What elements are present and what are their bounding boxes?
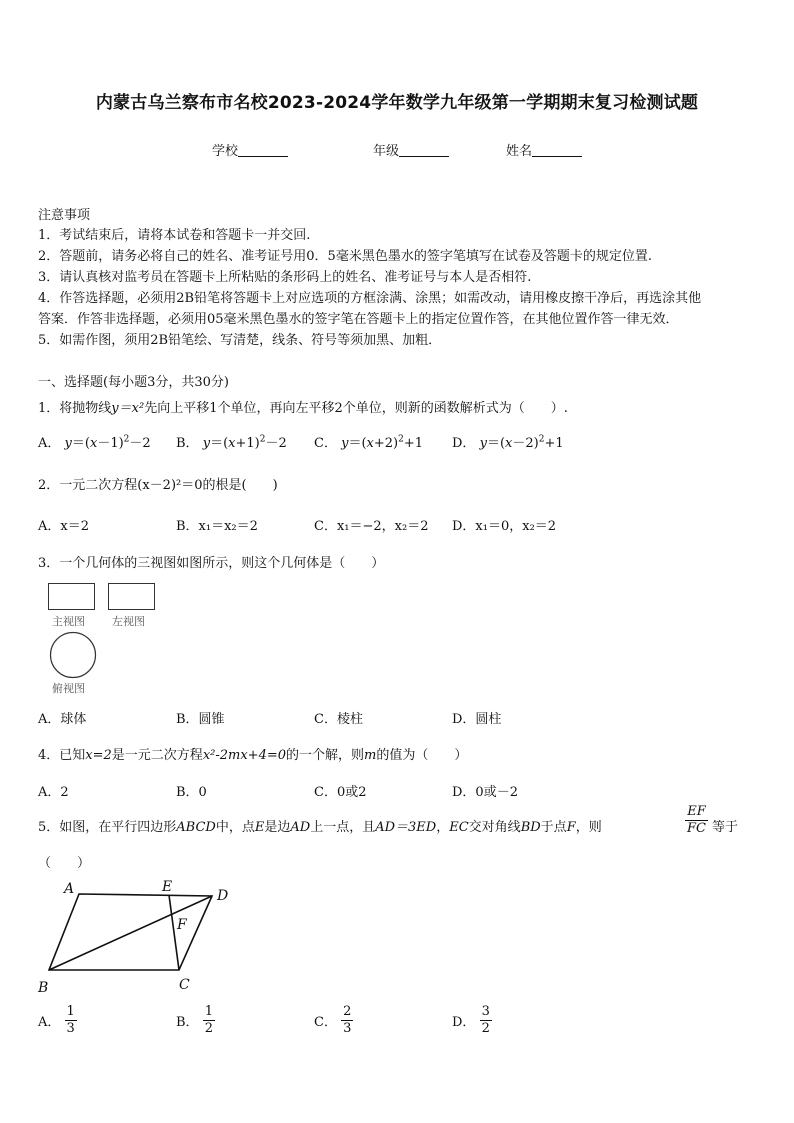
option-letter: D． <box>452 436 476 451</box>
notice-item: 2．答题前，请务必将自己的姓名、准考证号用0．5毫米黑色墨水的签字笔填写在试卷及答题卡的规定位置. <box>38 249 652 264</box>
question-text: 交对角线 <box>468 820 521 835</box>
question-text: 先向上平移1个单位，再向左平移2个单位，则新的函数解析式为（ ）. <box>144 401 568 416</box>
question-4 <box>38 744 467 763</box>
side-view-label: 左视图 <box>112 615 145 628</box>
q3-option-d[interactable]: D．圆柱 <box>452 712 502 727</box>
fraction-denominator: 2 <box>481 1021 490 1036</box>
option-letter: B． <box>176 436 199 451</box>
school-label: 学校 <box>212 144 239 159</box>
q5-option-c[interactable] <box>314 1004 353 1037</box>
math-expression: ABCD <box>176 820 216 835</box>
notice-item: 3．请认真核对监考员在答题卡上所粘贴的条形码上的姓名、准考证号与本人是否相符. <box>38 270 532 285</box>
question-text: 于点 <box>540 820 567 835</box>
option-expression: y <box>64 436 72 451</box>
front-view-rectangle <box>48 583 95 610</box>
fraction-denominator: FC <box>687 821 706 836</box>
notice-heading: 注意事项 <box>38 208 91 223</box>
math-expression: AD＝3ED <box>375 820 437 835</box>
option-expression: x <box>228 436 236 451</box>
question-text: ， <box>436 820 450 835</box>
point-label-f: F <box>177 917 187 933</box>
option-expression: +2)$^2$+1 <box>373 434 424 451</box>
math-expression: AD <box>290 820 311 835</box>
notice-item: 答案．作答非选择题，必须用05毫米黑色墨水的签字笔在答题卡上的指定位置作答，在其他位置作答一律无效． <box>38 312 679 327</box>
point-label-e: E <box>162 879 173 895</box>
point-label-d: D <box>217 888 229 904</box>
grade-blank[interactable] <box>399 143 449 157</box>
option-expression: ＝( <box>348 436 367 451</box>
q1-option-a[interactable] <box>38 432 151 451</box>
q5-option-b[interactable] <box>176 1004 215 1037</box>
math-expression: EC <box>449 820 469 835</box>
fraction-numerator: 3 <box>481 1004 490 1019</box>
fraction-numerator: EF <box>685 804 708 821</box>
section-heading: 一、选择题(每小题3分，共30分) <box>38 375 229 390</box>
page-title: 内蒙古乌兰察布市名校2023-2024学年数学九年级第一学期期末复习检测试题 <box>95 93 699 113</box>
q1-option-c[interactable] <box>314 432 423 451</box>
question-text: 是一元二次方程 <box>111 748 203 763</box>
parallelogram-diagram <box>34 876 244 998</box>
q3-option-a[interactable]: A．球体 <box>38 712 87 727</box>
point-label-b: B <box>38 980 49 996</box>
point-label-a: A <box>64 881 75 897</box>
fraction-denominator: 2 <box>204 1021 213 1036</box>
grade-field[interactable] <box>373 140 449 159</box>
question-text: 的值为（ ） <box>376 748 468 763</box>
option-expression: －2)$^2$+1 <box>512 434 564 451</box>
question-text: 上一点，且 <box>310 820 376 835</box>
name-field[interactable] <box>506 140 582 159</box>
option-expression: －1)$^2$－2 <box>97 434 151 451</box>
option-expression: +1)$^2$－2 <box>235 434 287 451</box>
q2-option-b[interactable]: B．x₁＝x₂＝2 <box>176 519 258 534</box>
question-text: 中，点 <box>215 820 255 835</box>
question-text: 等于 <box>712 820 739 835</box>
q4-option-d[interactable]: D．0或－2 <box>452 785 518 800</box>
q3-option-b[interactable]: B．圆锥 <box>176 712 225 727</box>
point-label-c: C <box>179 977 190 993</box>
q5-option-d[interactable] <box>452 1004 492 1037</box>
fraction-numerator: 1 <box>66 1004 75 1019</box>
question-number: 1． <box>38 401 60 416</box>
q1-option-b[interactable] <box>176 432 287 451</box>
option-expression: ＝( <box>71 436 90 451</box>
option-expression: y <box>479 436 487 451</box>
q5-option-a[interactable] <box>38 1004 77 1037</box>
option-letter: B． <box>176 1015 199 1030</box>
q2-option-d[interactable]: D．x₁＝0，x₂＝2 <box>452 519 557 534</box>
question-text: 如图，在平行四边形 <box>59 820 177 835</box>
q4-option-b[interactable]: B．0 <box>176 785 207 800</box>
notice-item: 1．考试结束后，请将本试卷和答题卡一并交回. <box>38 228 311 243</box>
question-1 <box>38 397 568 416</box>
question-number: 4． <box>38 748 60 763</box>
side-view-rectangle <box>108 583 155 610</box>
notice-item: 5．如需作图，须用2B铅笔绘、写清楚，线条、符号等须加黑、加粗． <box>38 333 442 348</box>
math-expression: BD <box>520 820 541 835</box>
option-letter: A． <box>38 436 61 451</box>
q4-option-a[interactable]: A．2 <box>38 785 69 800</box>
option-expression: x <box>505 436 513 451</box>
option-expression: ＝( <box>486 436 506 451</box>
option-expression: x <box>89 436 98 451</box>
math-expression: x=2 <box>85 748 112 763</box>
option-letter: A． <box>38 1015 61 1030</box>
question-text: 的一个解，则 <box>286 748 365 763</box>
question-3: 3．一个几何体的三视图如图所示，则这个几何体是（ ） <box>38 556 385 571</box>
option-letter: C． <box>314 436 337 451</box>
name-label: 姓名 <box>506 144 533 159</box>
math-expression: x²-2mx+4=0 <box>202 748 287 763</box>
math-expression: m <box>364 748 377 763</box>
option-expression: y <box>202 436 211 451</box>
q3-option-c[interactable]: C．棱柱 <box>314 712 363 727</box>
question-number: 5． <box>38 820 60 835</box>
top-view-circle <box>47 631 99 679</box>
option-letter: C． <box>314 1015 337 1030</box>
q2-option-c[interactable]: C．x₁＝−2，x₂＝2 <box>314 519 429 534</box>
question-text: 将抛物线 <box>59 401 112 416</box>
fraction-denominator: 3 <box>66 1021 75 1036</box>
q2-option-a[interactable]: A．x＝2 <box>38 519 89 534</box>
question-text: ，则 <box>575 820 602 835</box>
grade-label: 年级 <box>373 144 400 159</box>
option-expression: y <box>341 436 349 451</box>
fraction-numerator: 2 <box>343 1004 352 1019</box>
question-5 <box>38 816 602 835</box>
fraction-numerator: 1 <box>204 1004 213 1019</box>
notice-item: 4．作答选择题，必须用2B铅笔将答题卡上对应选项的方框涂满、涂黑；如需改动，请用橡皮擦干净后，再选涂其他 <box>38 291 702 306</box>
name-blank[interactable] <box>532 143 582 157</box>
question-2: 2．一元二次方程(x－2)²＝0的根是( ) <box>38 478 278 493</box>
front-view-label: 主视图 <box>52 615 85 628</box>
ef-over-fc-fraction <box>685 804 708 837</box>
top-view-label: 俯视图 <box>52 682 85 695</box>
school-field[interactable] <box>212 140 288 159</box>
answer-paren: （ ） <box>38 856 91 871</box>
option-expression: x <box>366 436 374 451</box>
math-expression: E <box>254 820 265 835</box>
school-blank[interactable] <box>238 143 288 157</box>
q4-option-c[interactable]: C．0或2 <box>314 785 367 800</box>
math-expression: F <box>566 820 576 835</box>
function-expression: y＝x² <box>111 401 145 416</box>
fraction-denominator: 3 <box>343 1021 352 1036</box>
question-text: 是边 <box>264 820 291 835</box>
option-letter: D． <box>452 1015 476 1030</box>
option-expression: ＝( <box>210 436 229 451</box>
question-text: 已知 <box>59 748 86 763</box>
q1-option-d[interactable] <box>452 432 564 451</box>
